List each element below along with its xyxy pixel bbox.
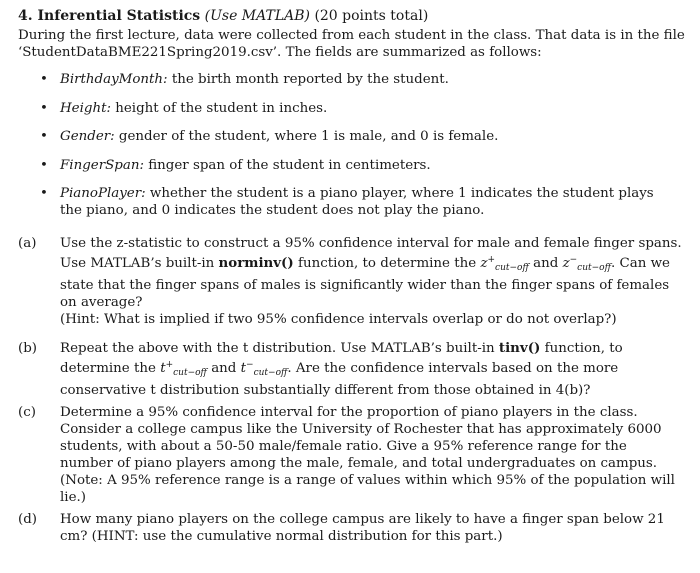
part-a-label: (a) xyxy=(18,236,37,251)
title-text: 4. Inferential Statistics xyxy=(18,8,201,24)
bullet-icon: • xyxy=(40,129,48,144)
field-desc: height of the student in inches. xyxy=(115,100,328,116)
norminv-function: norminv() xyxy=(218,255,294,271)
field-desc: whether the student is a piano player, where 1 indicates the student plays the piano, and 0 indicates the student does not play the piano. xyxy=(60,186,654,218)
part-c xyxy=(18,404,682,506)
part-b-body xyxy=(60,340,682,399)
part-a-body xyxy=(60,235,682,328)
part-a-text: and xyxy=(533,256,559,271)
part-c-label: (c) xyxy=(18,405,36,420)
part-b xyxy=(18,340,682,399)
field-desc: finger span of the student in centimeters. xyxy=(148,157,431,173)
t-plus-cutoff: $t^+_{cut-off}$ xyxy=(160,360,207,378)
part-a-text: . Can we state that the finger spans of males is significantly wider than the finger spans of females on average? xyxy=(60,256,670,310)
field-name: PianoPlayer: xyxy=(60,186,146,201)
field-desc: the birth month reported by the student. xyxy=(171,72,449,87)
part-b-label: (b) xyxy=(18,341,38,356)
part-a xyxy=(18,235,682,328)
field-name: FingerSpan: xyxy=(60,157,144,173)
field-item xyxy=(38,157,678,174)
part-c-body: Determine a 95% confidence interval for the proportion of piano players in the class. Consider a college campus like the University of Rochester that has approximately 6000 students, with about a 50-50 male/female ratio. Give a 95% reference range for the number of piano players among the male, female, and total undergraduates on campus. (Note: A 95% reference range is a range of values within which 95% of the population will lie.) xyxy=(60,405,675,505)
part-b-text: . Are the confidence intervals based on the more conservative t distribution substantially different from those obtained in 4(b)? xyxy=(60,361,619,398)
part-a-text: function, to determine the xyxy=(297,256,477,271)
part-a-text: Use the z-statistic to construct a 95% confidence interval for male and female finger spans. Use MATLAB’s built-in xyxy=(60,236,682,271)
part-a-hint: (Hint: What is implied if two 95% confidence intervals overlap or do not overlap?) xyxy=(60,312,617,327)
field-item xyxy=(38,128,678,145)
bullet-icon: • xyxy=(40,186,48,201)
bullet-icon: • xyxy=(40,100,48,116)
part-b-text: Repeat the above with the t distribution. Use MATLAB’s built-in xyxy=(60,341,495,356)
tinv-function: tinv() xyxy=(498,340,541,356)
part-d xyxy=(18,511,682,545)
z-minus-cutoff: $z^-_{cut-off}$ xyxy=(562,255,611,273)
part-d-body: How many piano players on the college campus are likely to have a finger span below 21 cm? (HINT: use the cumulative normal distribution for this part.) xyxy=(60,512,665,544)
field-name: Gender: xyxy=(60,129,115,144)
field-item xyxy=(38,71,678,88)
title-tool: (Use MATLAB) xyxy=(204,8,310,24)
part-b-text: function, to determine the xyxy=(60,341,623,376)
field-name: BirthdayMonth: xyxy=(60,72,168,87)
bullet-icon: • xyxy=(40,72,48,87)
title-points: (20 points total) xyxy=(314,8,429,24)
field-name: Height: xyxy=(60,100,111,116)
field-item xyxy=(38,185,678,219)
field-desc: gender of the student, where 1 is male, and 0 is female. xyxy=(118,129,499,144)
part-d-label: (d) xyxy=(18,512,38,527)
field-list xyxy=(38,71,678,231)
intro-paragraph: During the first lecture, data were collected from each student in the class. That data is in the file ‘StudentDataBME221Spring2019.csv’. The fields are summarized as follows: xyxy=(18,28,685,60)
bullet-icon: • xyxy=(40,157,48,173)
z-plus-cutoff: $z^+_{cut-off}$ xyxy=(480,255,529,273)
field-item xyxy=(38,100,678,117)
part-b-text: and xyxy=(211,361,237,376)
question-title xyxy=(18,8,428,25)
t-minus-cutoff: $t^-_{cut-off}$ xyxy=(240,360,288,378)
